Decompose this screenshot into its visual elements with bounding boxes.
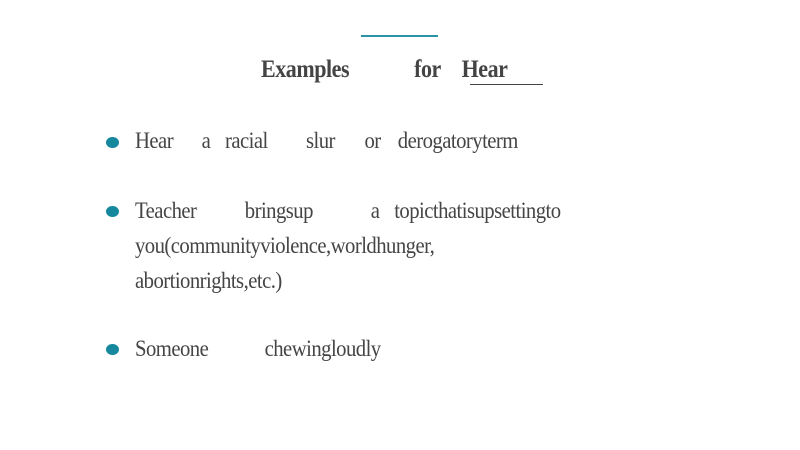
word: racial xyxy=(225,128,268,153)
bullet-2-line-1 xyxy=(135,198,585,228)
word: chewingloudly xyxy=(264,336,381,361)
word: a xyxy=(370,198,380,223)
title-word-for: for xyxy=(414,56,441,83)
word: Someone xyxy=(135,336,209,361)
word: abortionrights,etc.) xyxy=(135,268,282,293)
word: derogatoryterm xyxy=(397,128,518,153)
word: topicthatisupsettingto xyxy=(394,198,561,223)
title-word-hear: Hear xyxy=(461,56,508,83)
accent-line xyxy=(361,35,438,37)
word: you(communityviolence,worldhunger, xyxy=(135,233,435,258)
word: bringsup xyxy=(244,198,313,223)
bullet-dot xyxy=(106,137,119,148)
bullet-dot xyxy=(106,206,119,217)
word: a xyxy=(201,128,211,153)
word: slur xyxy=(306,128,335,153)
word: Hear xyxy=(135,128,174,153)
word: or xyxy=(364,128,381,153)
title-underline xyxy=(470,84,543,85)
bullet-2-line-2 xyxy=(135,233,513,263)
title-word-examples: Examples xyxy=(260,56,350,83)
bullet-2-line-3 xyxy=(135,268,333,298)
slide-title xyxy=(48,56,752,90)
bullet-1-line-1 xyxy=(135,128,549,158)
bullet-dot xyxy=(106,344,119,355)
word: Teacher xyxy=(135,198,197,223)
bullet-3-line-1 xyxy=(135,336,423,366)
